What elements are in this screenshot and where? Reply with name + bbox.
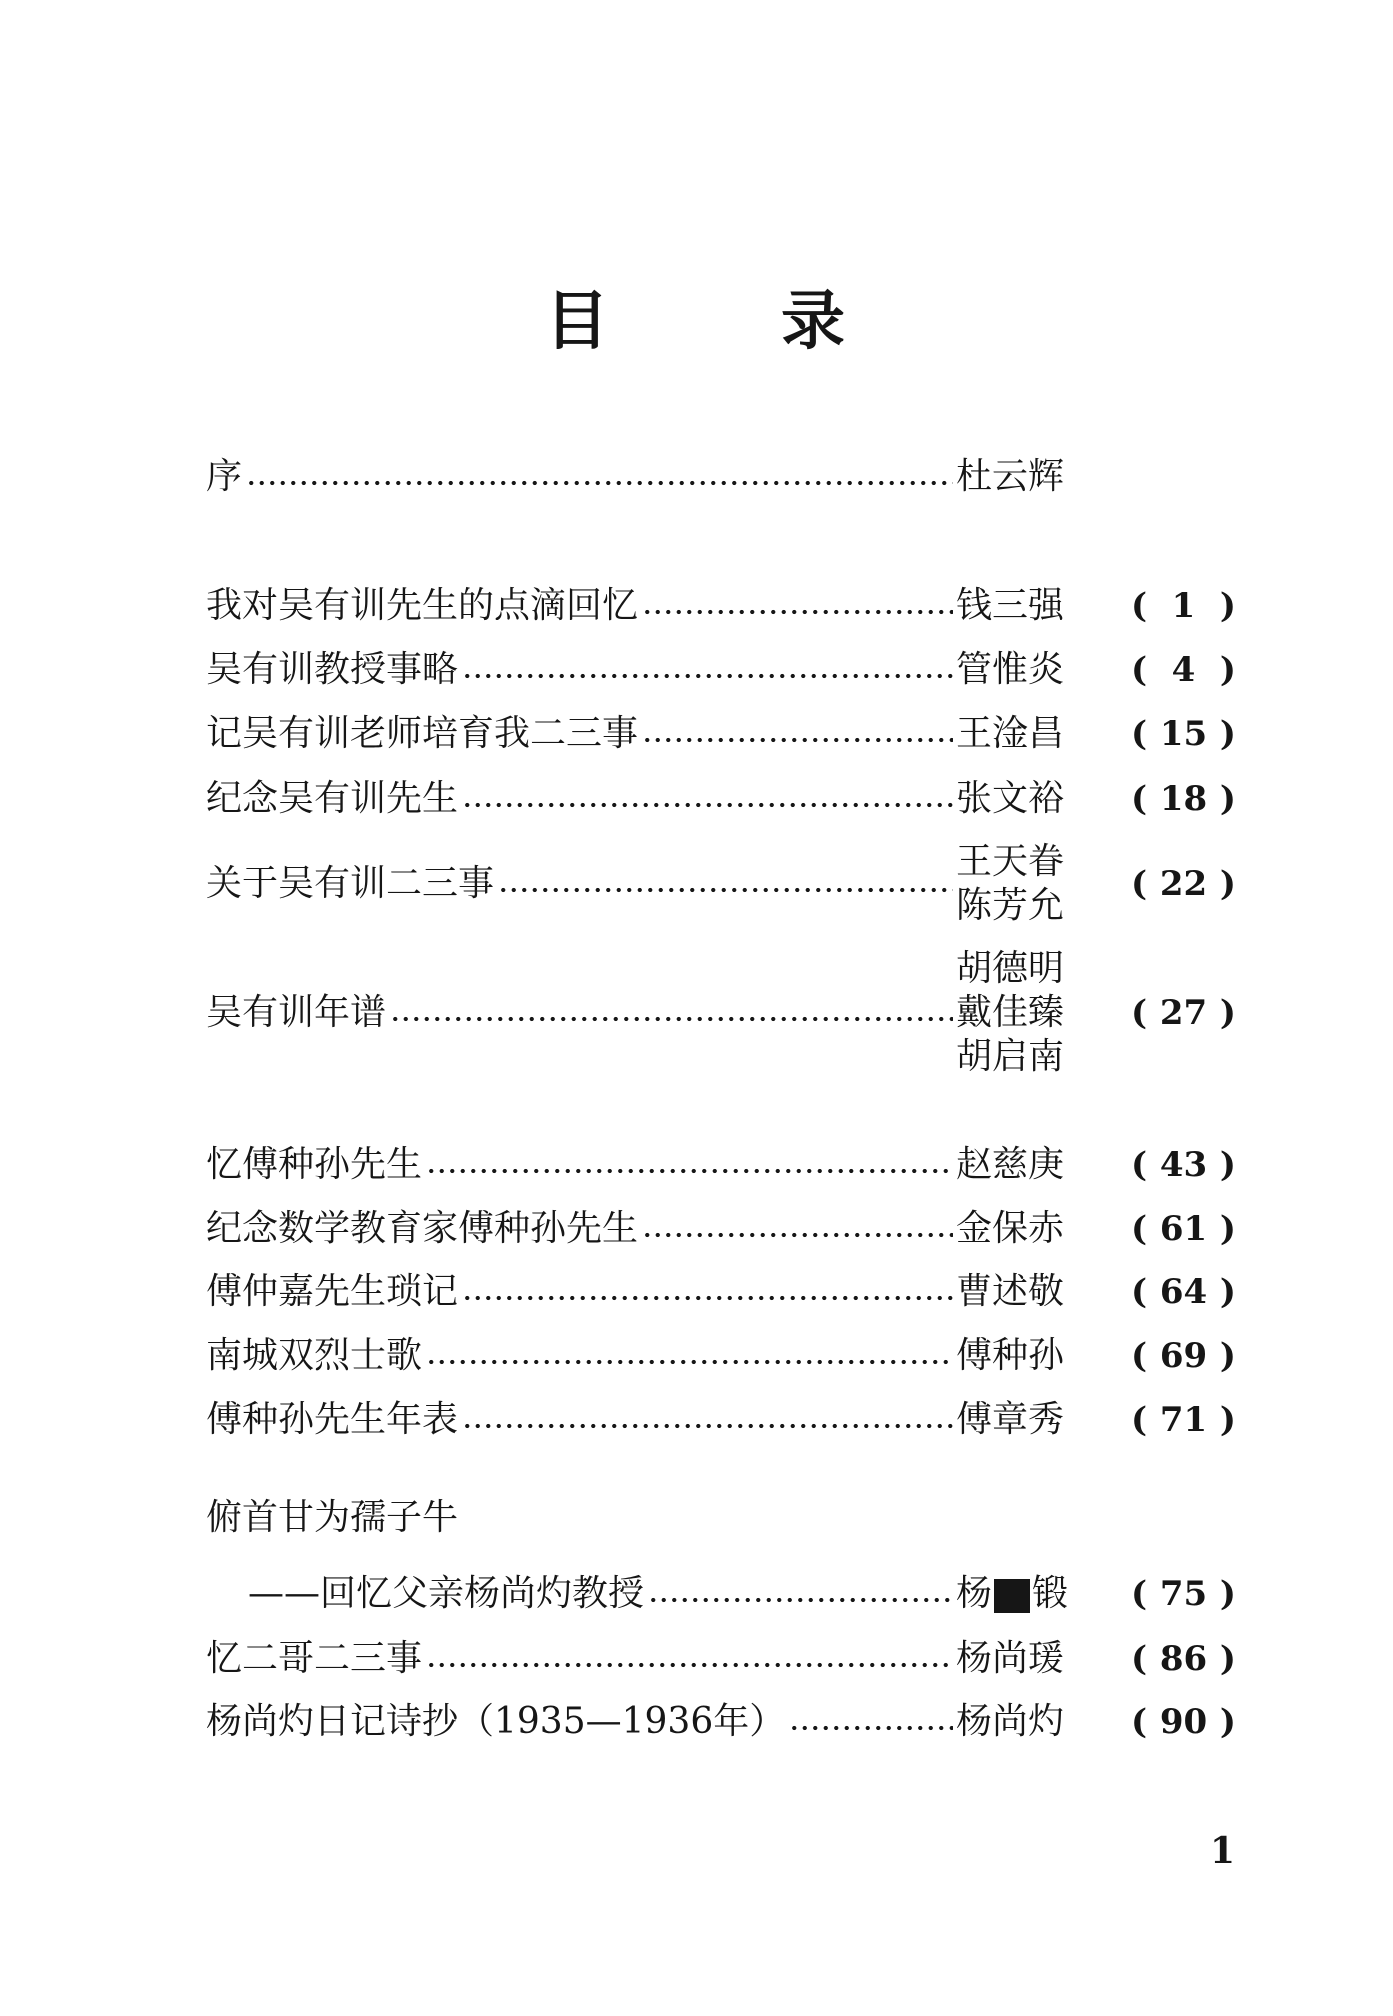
author-surname: 杨 xyxy=(956,1573,993,1614)
leader-dots xyxy=(426,1356,953,1368)
entry-title: 纪念数学教育家傅种孙先生 xyxy=(206,1208,639,1249)
entry-author: 杨尚瑗 xyxy=(956,1638,1065,1679)
page-number: 4 xyxy=(1171,650,1196,690)
leader-dots xyxy=(426,1659,953,1671)
entry-author: 张文裕 xyxy=(956,778,1065,819)
entry-title: 吴有训年谱 xyxy=(206,992,387,1033)
entry-title: 南城双烈士歌 xyxy=(206,1335,423,1376)
leader-dots xyxy=(498,884,953,896)
leader-dots xyxy=(642,734,953,746)
page-ref: ( 86 ) xyxy=(1131,1639,1236,1679)
entry-title: 忆傅种孙先生 xyxy=(206,1144,423,1185)
toc-entry[interactable] xyxy=(206,1207,1236,1251)
leader-dots xyxy=(462,670,953,682)
page-title xyxy=(545,282,845,362)
author-given-name: 锻 xyxy=(1032,1573,1069,1614)
entry-title: 关于吴有训二三事 xyxy=(206,863,495,904)
page-number: 22 xyxy=(1159,864,1208,904)
page-ref: ( 18 ) xyxy=(1131,779,1236,819)
page-ref: ( 64 ) xyxy=(1131,1272,1236,1312)
toc-entry[interactable] xyxy=(206,648,1236,692)
page-number: 69 xyxy=(1159,1336,1208,1376)
toc-entry[interactable] xyxy=(206,1637,1236,1681)
entry-author: 王淦昌 xyxy=(956,713,1065,754)
page-ref: ( 71 ) xyxy=(1131,1400,1236,1440)
leader-dots xyxy=(642,606,953,618)
leader-dots xyxy=(426,1165,953,1177)
page-ref: ( 43 ) xyxy=(1131,1145,1236,1185)
entry-title: 序 xyxy=(206,456,243,497)
entry-title: 傅仲嘉先生琐记 xyxy=(206,1271,459,1312)
page-number: 64 xyxy=(1159,1272,1208,1312)
page-ref: ( 15 ) xyxy=(1131,714,1236,754)
entry-author: 胡德明 xyxy=(956,948,1065,989)
entry-author: 傅章秀 xyxy=(956,1399,1065,1440)
page-title-left-char: 目 xyxy=(545,284,609,359)
page-ref: ( 27 ) xyxy=(1131,993,1236,1033)
leader-dots xyxy=(648,1594,953,1606)
page-number: 86 xyxy=(1159,1639,1208,1679)
page-ref: ( 1 ) xyxy=(1131,586,1236,626)
entry-author: 陈芳允 xyxy=(956,885,1065,926)
page-number: 90 xyxy=(1159,1702,1208,1742)
entry-author: 胡启南 xyxy=(956,1036,1065,1077)
entry-title: 忆二哥二三事 xyxy=(206,1638,423,1679)
toc-entry[interactable] xyxy=(206,1700,1236,1744)
leader-dots xyxy=(462,1420,953,1432)
page-ref: ( 61 ) xyxy=(1131,1209,1236,1249)
toc-entry[interactable] xyxy=(206,947,1236,1079)
page-ref: ( 22 ) xyxy=(1131,864,1236,904)
leader-dots xyxy=(462,1292,953,1304)
entry-title: 记吴有训老师培育我二三事 xyxy=(206,713,639,754)
page-number: 43 xyxy=(1159,1145,1208,1185)
entry-author: 戴佳臻 xyxy=(956,992,1065,1033)
entry-title: 杨尚灼日记诗抄（1935—1936年） xyxy=(206,1701,786,1742)
toc-entry[interactable] xyxy=(206,712,1236,756)
page-number: 18 xyxy=(1159,779,1208,819)
entry-author: 金保赤 xyxy=(956,1208,1065,1249)
entry-author: 钱三强 xyxy=(956,585,1065,626)
page-ref: ( 90 ) xyxy=(1131,1702,1236,1742)
entry-title: 我对吴有训先生的点滴回忆 xyxy=(206,585,639,626)
entry-subtitle: ——回忆父亲杨尚灼教授 xyxy=(248,1573,645,1614)
entry-title: 纪念吴有训先生 xyxy=(206,778,459,819)
entry-author: 傅种孙 xyxy=(956,1335,1065,1376)
page-ref: ( 4 ) xyxy=(1131,650,1236,690)
toc-entry[interactable] xyxy=(206,455,1236,499)
page-number: 15 xyxy=(1159,714,1208,754)
entry-author: 赵慈庚 xyxy=(956,1144,1065,1185)
leader-dots xyxy=(789,1722,953,1734)
leader-dots xyxy=(246,477,953,489)
ink-blot xyxy=(994,1579,1030,1613)
entry-title: 吴有训教授事略 xyxy=(206,649,459,690)
toc-entry[interactable] xyxy=(206,1398,1236,1442)
toc-entry[interactable] xyxy=(206,777,1236,821)
entry-author: 杜云辉 xyxy=(956,456,1065,497)
page-ref: ( 69 ) xyxy=(1131,1336,1236,1376)
page-number: 71 xyxy=(1159,1400,1208,1440)
toc-entry[interactable] xyxy=(206,840,1236,928)
page-number: 1 xyxy=(1171,586,1196,626)
toc-entry[interactable] xyxy=(206,1270,1236,1314)
leader-dots xyxy=(462,799,953,811)
page-number-folio: 1 xyxy=(1210,1830,1236,1872)
toc-entry[interactable] xyxy=(206,1496,1236,1616)
page-number: 27 xyxy=(1159,993,1208,1033)
page-ref: ( 75 ) xyxy=(1131,1574,1236,1614)
entry-author xyxy=(956,1572,1106,1616)
entry-author: 王天眷 xyxy=(956,841,1065,882)
toc-entry[interactable] xyxy=(206,1143,1236,1187)
entry-author: 曹述敬 xyxy=(956,1271,1065,1312)
toc-entry[interactable] xyxy=(206,584,1236,628)
entry-author: 管惟炎 xyxy=(956,649,1065,690)
page-title-right-char: 录 xyxy=(781,284,845,359)
entry-title: 傅种孙先生年表 xyxy=(206,1399,459,1440)
page-number: 61 xyxy=(1159,1209,1208,1249)
page-number: 75 xyxy=(1159,1574,1208,1614)
toc-entry[interactable] xyxy=(206,1334,1236,1378)
entry-title: 俯首甘为孺子牛 xyxy=(206,1497,459,1538)
entry-author: 杨尚灼 xyxy=(956,1701,1065,1742)
leader-dots xyxy=(390,1013,953,1025)
leader-dots xyxy=(642,1229,953,1241)
